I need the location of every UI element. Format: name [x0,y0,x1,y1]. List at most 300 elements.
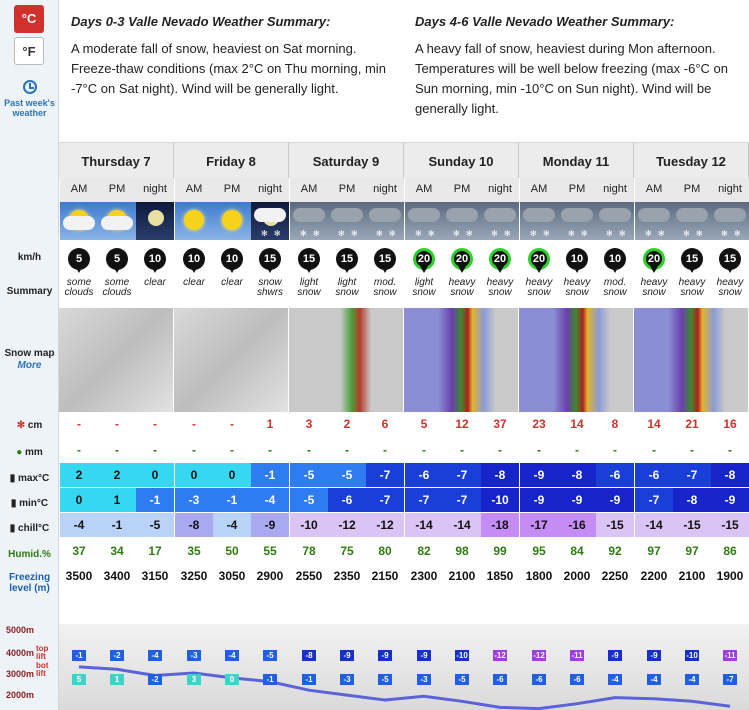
freezing-level: 2100 [678,569,706,583]
humidity: 50 [225,544,239,558]
freezing-level: 1900 [716,569,744,583]
rain-amount: - [345,443,349,457]
max-temp: -6 [635,463,673,487]
wind-chill: -15 [711,513,749,537]
snow-amount: 23 [532,417,546,431]
min-temp: 1 [98,488,136,512]
forecast-summary: clear [144,277,166,288]
wind-indicator [328,246,366,274]
chill-temp-label: ▮ chill°C [9,523,50,534]
humidity: 99 [493,544,507,558]
cloud-shape [369,208,401,222]
wind-speed: 15 [336,248,358,270]
snowflake-icon: ✻ ✻ [491,229,513,238]
min-temp: -6 [328,488,366,512]
wind-speed: 15 [719,248,741,270]
wind-chill: -4 [213,513,251,537]
snow-amount: 37 [493,417,507,431]
cloud-shape [293,208,325,222]
wind-chill: -17 [520,513,558,537]
min-temp: -9 [596,488,634,512]
day-header: Monday 11 [519,142,634,178]
period-label: PM [213,178,251,202]
moon-clear-icon [136,202,174,240]
rain-amount: - [652,443,656,457]
top-lift-temp: -12 [533,651,545,660]
bot-lift-temp: 0 [225,674,239,685]
fahrenheit-button[interactable]: °F [14,37,44,65]
clock-icon [23,80,37,94]
wind-chill: -15 [673,513,711,537]
rain-amount: - [268,443,272,457]
cloud-shape [254,208,286,222]
forecast-summary: heavy snow [486,277,514,298]
wind-speed: 15 [681,248,703,270]
period-label: AM [290,178,328,202]
forecast-summary: snow shwrs [256,277,284,298]
period-label: PM [98,178,136,202]
wind-chill: -10 [290,513,328,537]
altitude-4000: 4000m [6,648,35,658]
wind-indicator [366,246,404,274]
wind-arrow-icon [305,266,313,273]
wind-indicator [596,246,634,274]
humidity: 80 [378,544,392,558]
humidity: 17 [148,544,162,558]
altitude-3000: 3000m [6,669,35,679]
min-temp: -7 [443,488,481,512]
freezing-level: 2150 [371,569,399,583]
period-label: night [251,178,289,202]
bot-lift-temp: -6 [570,674,584,685]
wind-indicator [290,246,328,274]
bot-lift-temp: -5 [455,674,469,685]
max-temp: -7 [443,463,481,487]
min-temp: -7 [635,488,673,512]
snow-amount: 5 [420,417,428,431]
max-temp: 2 [98,463,136,487]
wind-speed: 10 [221,248,243,270]
snow-map[interactable] [289,308,404,412]
min-temp: -4 [251,488,289,512]
top-lift-temp: -2 [110,650,124,661]
thermometer-icon: ▮ [9,473,16,484]
bot-lift-temp: -4 [685,674,699,685]
snow-amount: - [153,417,157,431]
wind-speed: 10 [183,248,205,270]
max-temp: -6 [596,463,634,487]
cloud-shape [408,208,440,222]
min-temp-label: ▮ min°C [10,498,49,509]
wind-arrow-icon [535,266,543,273]
wind-chill: -16 [558,513,596,537]
max-temp: 0 [175,463,213,487]
period-label: AM [405,178,443,202]
cloud-shape [523,208,555,222]
bot-lift-temp: -4 [647,674,661,685]
bot-lift-temp: -1 [263,674,277,685]
snow-map[interactable] [59,308,174,412]
bot-lift-temp: -6 [532,674,546,685]
bot-lift-temp: 3 [187,674,201,685]
freezing-level-label: Freezing level (m) [8,572,51,594]
sun-icon [213,202,251,240]
forecast-summary: light snow [412,277,436,298]
min-temp: -5 [290,488,328,512]
bot-lift-temp: 1 [110,674,124,685]
snow-amount: - [77,417,81,431]
top-lift-temp: -9 [647,650,661,661]
bot-lift-temp: -3 [340,674,354,685]
wind-chill: -12 [328,513,366,537]
snow-map[interactable] [519,308,634,412]
snow-amount: 16 [723,417,737,431]
min-temp: -9 [711,488,749,512]
humidity: 97 [647,544,661,558]
wind-indicator [98,246,136,274]
max-temp: -8 [711,463,749,487]
humidity: 82 [417,544,431,558]
humidity: 98 [455,544,469,558]
bot-lift-temp: -6 [493,674,507,685]
snow-amount: 2 [343,417,351,431]
top-lift-temp: -9 [608,650,622,661]
top-lift-temp: -3 [187,650,201,661]
rain-amount: - [575,443,579,457]
freezing-level: 3150 [141,569,169,583]
period-label: PM [673,178,711,202]
max-temp: 0 [213,463,251,487]
cloud-snow-icon [520,202,558,240]
top-lift-temp: -11 [724,651,736,660]
snowflake-icon: ✻ ✻ [721,229,743,238]
snow-amount: 3 [305,417,313,431]
cloud-shape [676,208,708,222]
wind-indicator [251,246,289,274]
wind-chill: -12 [366,513,404,537]
min-temp: -7 [405,488,443,512]
wind-arrow-icon [688,266,696,273]
period-label: PM [558,178,596,202]
period-label: night [596,178,634,202]
period-label: night [136,178,174,202]
min-temp: -9 [558,488,596,512]
max-temp: -6 [405,463,443,487]
snow-amount: - [192,417,196,431]
forecast-summary: some clouds [64,277,94,298]
snowflake-icon: ✻ ✻ [376,229,398,238]
max-temp: -7 [673,463,711,487]
forecast-summary: mod. snow [603,277,627,298]
humidity: 35 [187,544,201,558]
min-temp: -1 [213,488,251,512]
wind-arrow-icon [420,266,428,273]
wind-arrow-icon [266,266,274,273]
forecast-summary: heavy snow [640,277,668,298]
forecast-summary: light snow [297,277,321,298]
altitude-2000: 2000m [6,690,35,700]
wind-chill: -5 [136,513,174,537]
top-lift-temp: -10 [686,651,698,660]
wind-chill: -4 [60,513,98,537]
snow-amount: 8 [611,417,619,431]
snow-amount: 14 [570,417,584,431]
humidity: 34 [110,544,124,558]
snow-map[interactable] [634,308,749,412]
top-lift-temp: -8 [302,650,316,661]
snowflake-icon: ✻ ✻ [530,229,552,238]
wind-indicator [443,246,481,274]
min-temp: 0 [60,488,98,512]
snow-amount: - [115,417,119,431]
freezing-level: 2000 [563,569,591,583]
wind-indicator [635,246,673,274]
period-label: AM [60,178,98,202]
cloud-snow-icon [558,202,596,240]
top-lift-temp: -9 [378,650,392,661]
max-temp: 2 [60,463,98,487]
wind-chill: -14 [443,513,481,537]
top-lift-temp: -4 [148,650,162,661]
wind-speed: 20 [643,248,665,270]
wind-indicator [481,246,519,274]
wind-chill: -9 [251,513,289,537]
wind-speed: 10 [604,248,626,270]
wind-indicator [405,246,443,274]
top-lift-temp: -9 [340,650,354,661]
top-lift-temp: -10 [456,651,468,660]
wind-arrow-icon [611,266,619,273]
snow-amount: 6 [381,417,389,431]
wind-arrow-icon [113,266,121,273]
forecast-summary: some clouds [102,277,132,298]
max-temp: -8 [558,463,596,487]
forecast-summary: light snow [335,277,359,298]
freezing-level: 1800 [525,569,553,583]
sun-icon [175,202,213,240]
max-temp: -8 [481,463,519,487]
rain-amount: - [498,443,502,457]
cloud-shape [101,216,133,230]
wind-indicator [558,246,596,274]
cloud-snow-icon [596,202,634,240]
wind-speed: 15 [374,248,396,270]
wind-speed: 20 [451,248,473,270]
period-label: PM [328,178,366,202]
cloud-snow-icon [673,202,711,240]
snowflake-icon: ✻ ✻ [568,229,590,238]
cloud-snow-icon [328,202,366,240]
weather-summary [59,0,749,142]
snow-map[interactable] [404,308,519,412]
wind-arrow-icon [650,266,658,273]
wind-speed: 5 [68,248,90,270]
celsius-button[interactable]: °C [14,5,44,33]
min-temp: -1 [136,488,174,512]
snowflake-icon: ✻ ✻ [645,229,667,238]
rain-amount: - [307,443,311,457]
snowflake-icon: ✻ ✻ [261,229,283,238]
freezing-level: 2250 [601,569,629,583]
min-temp: -8 [673,488,711,512]
humidity: 86 [723,544,737,558]
min-temp: -10 [481,488,519,512]
cloud-shape [638,208,670,222]
top-lift-temp: -9 [417,650,431,661]
cloud-snow-icon [290,202,328,240]
humidity: 75 [340,544,354,558]
bot-lift-temp: -2 [148,674,162,685]
sun-shape [184,210,204,230]
cloud-shape [561,208,593,222]
freezing-level: 2350 [333,569,361,583]
altitude-5000: 5000m [6,625,35,635]
snow-amount: 12 [455,417,469,431]
wind-speed: 15 [298,248,320,270]
forecast-summary: heavy snow [678,277,706,298]
thermometer-icon: ▮ [9,523,16,534]
wind-arrow-icon [496,266,504,273]
min-temp: -9 [520,488,558,512]
wind-indicator [520,246,558,274]
wind-chill: -15 [596,513,634,537]
freezing-level: 2100 [448,569,476,583]
bot-lift-temp: -7 [723,674,737,685]
past-weather-link[interactable]: Past week's weather [0,80,59,118]
snowflake-icon: ✻ ✻ [415,229,437,238]
bottom-lift-label: bot lift [36,661,49,678]
rain-amount: - [77,443,81,457]
bot-lift-temp: -5 [378,674,392,685]
max-temp: -5 [328,463,366,487]
max-temp: -7 [366,463,404,487]
wind-chill: -18 [481,513,519,537]
wind-arrow-icon [228,266,236,273]
wind-speed: 20 [489,248,511,270]
snowflake-icon: ✻ ✻ [683,229,705,238]
snow-amount: - [230,417,234,431]
min-temp: -3 [175,488,213,512]
rain-amount: - [383,443,387,457]
cloud-snow-icon [635,202,673,240]
top-lift-label: top lift [36,644,49,661]
sidebar [0,0,59,710]
cloud-shape [63,216,95,230]
summary-days-4-6: Days 4-6 Valle Nevado Weather Summary: A heavy fall of snow, heaviest during Mon afternoon. Temperatures will be well below freezing (max -6°C on Sun morning, min -10°C on Sun night). Wind will be generally light. [415,14,728,116]
snow-cm-label: ✻ cm [16,420,43,431]
top-lift-temp: -11 [571,651,583,660]
cloud-snow-icon [443,202,481,240]
wind-speed: 20 [413,248,435,270]
snow-amount: 14 [647,417,661,431]
summary-days-0-3: Days 0-3 Valle Nevado Weather Summary: A moderate fall of snow, heaviest on Sat morning. Freeze-thaw conditions (max 2°C on Thu morning, min -7°C on Sat night). Wind will be generally light. [71,14,386,96]
period-label: night [366,178,404,202]
lift-temperature-chart [59,624,749,710]
freezing-level: 3400 [103,569,131,583]
humidity: 92 [608,544,622,558]
day-header: Sunday 10 [404,142,519,178]
wind-chill: -14 [405,513,443,537]
cloud-snow-icon [405,202,443,240]
forecast-summary: heavy snow [448,277,476,298]
snowflake-icon: ✻ ✻ [300,229,322,238]
cloud-snow-icon [711,202,749,240]
max-temp: -5 [290,463,328,487]
bot-lift-temp: -3 [417,674,431,685]
period-label: night [481,178,519,202]
period-label: night [711,178,749,202]
day-header: Friday 8 [174,142,289,178]
top-lift-temp: -1 [72,650,86,661]
freezing-level: 3050 [218,569,246,583]
cloud-shape [331,208,363,222]
wind-arrow-icon [381,266,389,273]
humidity: 95 [532,544,546,558]
rain-amount: - [115,443,119,457]
wind-arrow-icon [75,266,83,273]
sun-cloud-icon [98,202,136,240]
bot-lift-temp: -1 [302,674,316,685]
cloud-shape [484,208,516,222]
rain-amount: - [537,443,541,457]
rain-amount: - [460,443,464,457]
day-header: Saturday 9 [289,142,404,178]
wind-speed: 15 [259,248,281,270]
snow-map[interactable] [174,308,289,412]
max-temp: -1 [251,463,289,487]
wind-arrow-icon [458,266,466,273]
max-temp-label: ▮ max°C [9,473,50,484]
wind-chill: -1 [98,513,136,537]
wind-speed: 5 [106,248,128,270]
forecast-summary: heavy snow [716,277,744,298]
freezing-level: 3250 [180,569,208,583]
wind-indicator [175,246,213,274]
humidity: 37 [72,544,86,558]
wind-indicator [136,246,174,274]
snow-map-more-link[interactable]: More [17,360,42,371]
moon-cloud-snow-icon [251,202,289,240]
wind-label: km/h [17,252,42,263]
sun-shape [222,210,242,230]
wind-speed: 20 [528,248,550,270]
freezing-level: 2200 [640,569,668,583]
freezing-level: 3500 [65,569,93,583]
wind-arrow-icon [573,266,581,273]
snowflake-icon: ✻ ✻ [453,229,475,238]
freezing-level: 2900 [256,569,284,583]
summary-label: Summary [6,286,53,297]
forecast-summary: mod. snow [373,277,397,298]
humidity: 84 [570,544,584,558]
snowflake-icon: ✻ ✻ [338,229,360,238]
wind-speed: 10 [566,248,588,270]
cloud-shape [599,208,631,222]
top-lift-temp: -5 [263,650,277,661]
freezing-level-line [59,624,749,710]
rain-amount: - [230,443,234,457]
wind-arrow-icon [343,266,351,273]
thermometer-icon: ▮ [10,498,17,509]
wind-chill: -8 [175,513,213,537]
humidity: 78 [302,544,316,558]
min-temp: -7 [366,488,404,512]
rain-mm-label: ● mm [16,447,43,458]
humidity-label: Humid.% [8,549,51,560]
snow-map-label: Snow map [4,348,55,359]
humidity: 55 [263,544,277,558]
wind-indicator [60,246,98,274]
